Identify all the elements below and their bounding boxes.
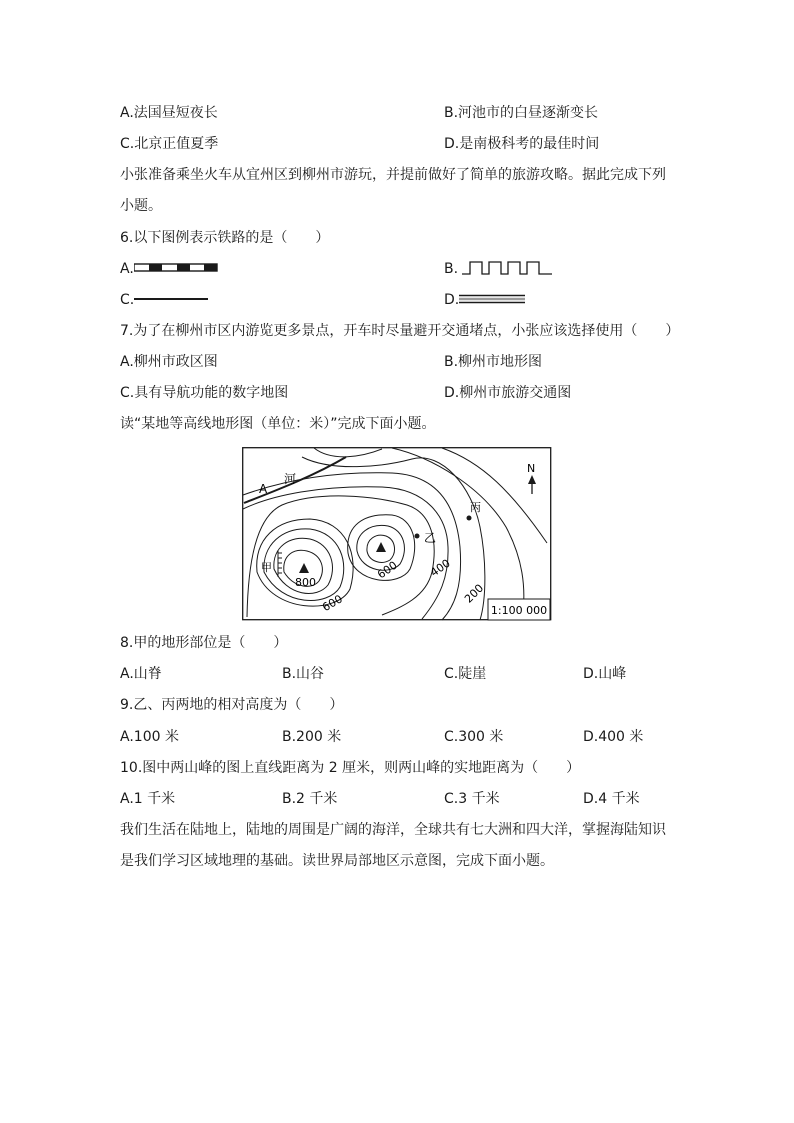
q6-legend-road-symbol — [134, 296, 210, 302]
q9-option-a: A.100 米 — [120, 729, 179, 745]
q5-option-b: B.河池市的白昼逐渐变长 — [444, 105, 599, 121]
q8-stem: 8.甲的地形部位是（ ） — [120, 635, 288, 651]
q5-option-d: D.是南极科考的最佳时间 — [444, 136, 600, 152]
q7-option-a: A.柳州市政区图 — [120, 354, 218, 370]
q10-option-b: B.2 千米 — [282, 791, 338, 807]
q6-stem: 6.以下图例表示铁路的是（ ） — [120, 230, 330, 246]
intro3-line2: 是我们学习区域地理的基础。读世界局部地区示意图，完成下面小题。 — [120, 853, 554, 869]
label-800: 800 — [295, 576, 316, 589]
label-a: A — [259, 482, 268, 496]
point-bing-dot — [467, 516, 472, 521]
q6-option-d-label: D. — [444, 292, 460, 308]
intro1-line2: 小题。 — [120, 198, 162, 214]
label-600-right: 600 — [375, 558, 400, 582]
q7-option-d: D.柳州市旅游交通图 — [444, 385, 572, 401]
q6-legend-highway-symbol — [459, 294, 527, 304]
q8-option-b: B.山谷 — [282, 666, 325, 682]
q6-legend-railway-symbol — [134, 263, 218, 273]
point-yi-dot — [415, 534, 420, 539]
intro3-line1: 我们生活在陆地上，陆地的周围是广阔的海洋，全球共有七大洲和四大洋，掌握海陆知识 — [120, 822, 666, 838]
label-river: 河 — [284, 472, 297, 486]
q9-stem: 9.乙、丙两地的相对高度为（ ） — [120, 697, 344, 713]
intro1-line1: 小张准备乘坐火车从宜州区到柳州市游玩，并提前做好了简单的旅游攻略。据此完成下列 — [120, 167, 666, 183]
q10-stem: 10.图中两山峰的图上直线距离为 2 厘米，则两山峰的实地距离为（ ） — [120, 760, 581, 776]
label-bing: 丙 — [470, 501, 481, 514]
intro2: 读“某地等高线地形图（单位：米）”完成下面小题。 — [120, 416, 436, 432]
q10-option-a: A.1 千米 — [120, 791, 176, 807]
label-200: 200 — [462, 581, 487, 606]
q6-option-c-label: C. — [120, 292, 135, 308]
q7-option-c: C.具有导航功能的数字地图 — [120, 385, 289, 401]
q6-legend-wall-symbol — [462, 259, 554, 277]
q9-option-b: B.200 米 — [282, 729, 342, 745]
q9-option-c: C.300 米 — [444, 729, 504, 745]
q5-option-a: A.法国昼短夜长 — [120, 105, 218, 121]
q10-option-d: D.4 千米 — [583, 791, 640, 807]
q9-option-d: D.400 米 — [583, 729, 644, 745]
q8-option-a: A.山脊 — [120, 666, 162, 682]
q8-option-d: D.山峰 — [583, 666, 627, 682]
label-400: 400 — [428, 556, 453, 580]
q8-option-c: C.陡崖 — [444, 666, 487, 682]
q6-option-b-label: B. — [444, 261, 459, 277]
q5-option-c: C.北京正值夏季 — [120, 136, 219, 152]
q6-option-a-label: A. — [120, 261, 134, 277]
contour-map — [242, 447, 552, 621]
label-yi: 乙 — [424, 531, 437, 545]
label-north: N — [527, 462, 536, 475]
scale-label: 1:100 000 — [490, 604, 548, 617]
q10-option-c: C.3 千米 — [444, 791, 500, 807]
label-jia: 甲 — [261, 561, 272, 574]
q7-option-b: B.柳州市地形图 — [444, 354, 543, 370]
label-600-left: 600 — [320, 592, 345, 615]
q7-stem: 7.为了在柳州市区内游览更多景点，开车时尽量避开交通堵点，小张应该选择使用（ ） — [120, 323, 680, 339]
